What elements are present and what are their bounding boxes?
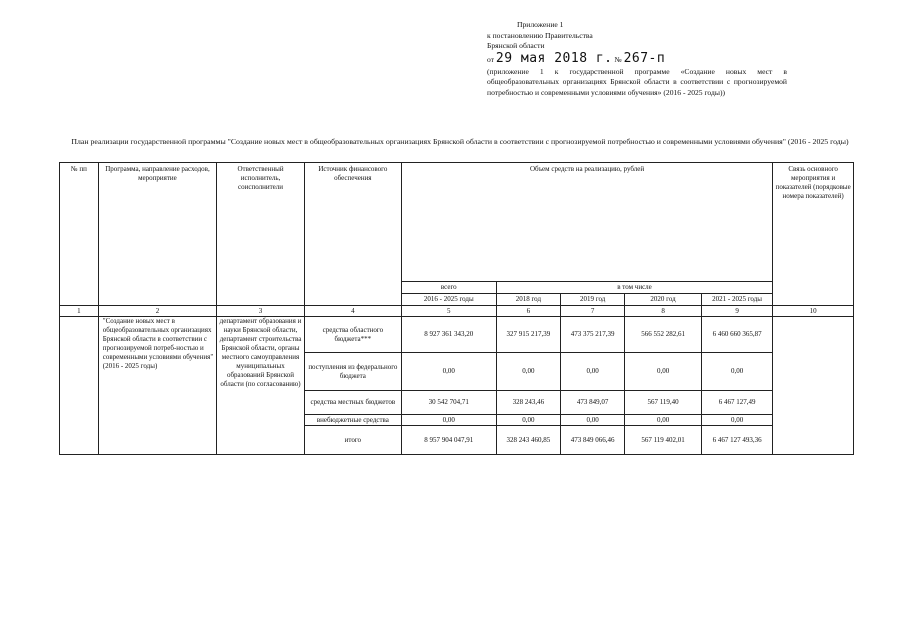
year-2021-2025-cell: 0,00 [701,353,772,391]
year-2018-cell: 0,00 [496,353,560,391]
col-number: 5 [401,306,496,317]
year-2020-cell: 566 552 282,61 [625,317,702,353]
header-source: Источник финансового обеспечения [304,163,401,306]
year-2020-cell: 567 119,40 [625,391,702,415]
header-volume: Объем средств на реализацию, рублей [401,163,772,282]
year-2019-cell: 0,00 [561,415,625,426]
total-cell: 30 542 704,71 [401,391,496,415]
year-2018-cell: 328 243,46 [496,391,560,415]
column-number-row [60,306,854,317]
table-row [60,317,854,353]
year-2019-cell: 473 375 217,39 [561,317,625,353]
year-2018-cell: 328 243 460,85 [496,426,560,455]
col-number: 9 [701,306,772,317]
header-row-1 [60,163,854,282]
date-prefix: от [487,54,495,64]
col-number: 6 [496,306,560,317]
header-executor: Ответственный исполнитель, соисполнители [217,163,305,306]
handwritten-number: 267-п [623,50,666,66]
total-cell: 8 957 904 047,91 [401,426,496,455]
col-number: 1 [60,306,99,317]
plan-table [59,162,854,455]
link-cell [773,317,854,455]
header-num: № пп [60,163,99,306]
year-2019-cell: 473 849,07 [561,391,625,415]
handwritten-date: 29 мая 2018 г. [495,50,613,66]
source-cell: внебюджетные средства [304,415,401,426]
program-cell: "Создание новых мест в общеобразовательных организациях Брянской области в соответствии с прогнозируемой потреб-ностью и современными условиями обучения" (2016 - 2025 годы) [98,317,216,455]
year-2021-2025-cell: 6 467 127,49 [701,391,772,415]
col-number: 7 [561,306,625,317]
row-num-cell [60,317,99,455]
year-2020-cell: 0,00 [625,415,702,426]
total-cell: 8 927 361 343,20 [401,317,496,353]
year-2018-cell: 327 915 217,39 [496,317,560,353]
year-2020-cell: 567 119 402,01 [625,426,702,455]
appendix-line-3: Брянской области [487,41,545,51]
source-cell: поступления из федерального бюджета [304,353,401,391]
year-2021-2025-cell: 6 460 660 365,87 [701,317,772,353]
executor-cell: департамент образования и науки Брянской области, департамент строительства Брянской области, органы местного самоуправления муниципальных образований Брянской области (по согласованию) [217,317,305,455]
header-year-2019: 2019 год [561,294,625,306]
header-including: в том числе [496,282,773,294]
year-2020-cell: 0,00 [625,353,702,391]
appendix-line-2: к постановлению Правительства [487,30,593,40]
appendix-date-line [487,52,787,67]
year-2021-2025-cell: 6 467 127 493,36 [701,426,772,455]
header-program: Программа, направление расходов, мероприятие [98,163,216,306]
year-2018-cell: 0,00 [496,415,560,426]
col-number: 4 [304,306,401,317]
year-2019-cell: 0,00 [561,353,625,391]
header-total: всего [401,282,496,294]
header-link: Связь основного мероприятия и показателей (порядковые номера показателей) [773,163,854,306]
year-2019-cell: 473 849 066,46 [561,426,625,455]
header-year-2021-2025: 2021 - 2025 годы [701,294,772,306]
number-sign: № [614,54,622,64]
source-cell: итого [304,426,401,455]
appendix-block [487,20,787,99]
appendix-line-1: Приложение 1 [517,20,564,29]
source-cell: средства местных бюджетов [304,391,401,415]
total-cell: 0,00 [401,353,496,391]
year-2021-2025-cell: 0,00 [701,415,772,426]
col-number: 2 [98,306,216,317]
header-year-2018: 2018 год [496,294,560,306]
header-total-period: 2016 - 2025 годы [401,294,496,306]
total-cell: 0,00 [401,415,496,426]
col-number: 10 [773,306,854,317]
appendix-note: (приложение 1 к государственной программе «Создание новых мест в общеобразовательных организациях Брянской области в соответствии с прогнозируемой потребностью и современными условиями обучения» (2016 - 2025 годы)) [487,66,787,97]
col-number: 3 [217,306,305,317]
header-year-2020: 2020 год [625,294,702,306]
document-title: План реализации государственной программы "Создание новых мест в общеобразовательных организациях Брянской области в соответствии с прогнозируемой потребностью и современными условиями обучения" (2016 - 2025 годы) [71,137,849,146]
col-number: 8 [625,306,702,317]
source-cell: средства областного бюджета*** [304,317,401,353]
